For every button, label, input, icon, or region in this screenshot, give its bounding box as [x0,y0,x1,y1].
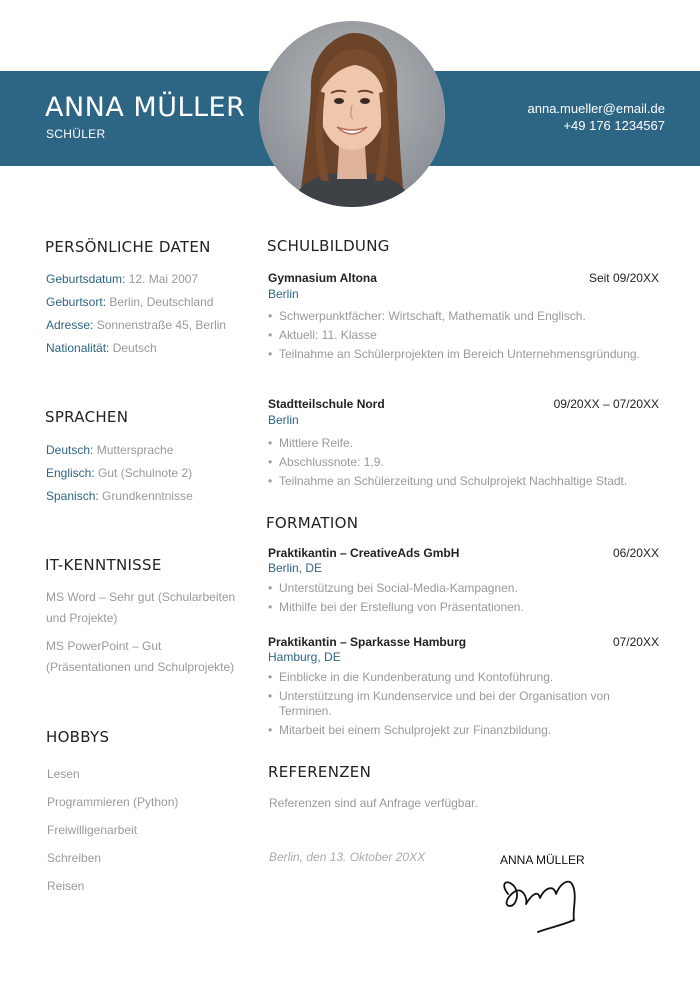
it-skill-line: (Präsentationen und Schulprojekte) [46,660,235,674]
formation-entry-header [268,546,659,560]
it-skill-line: MS PowerPoint – Gut [46,639,162,653]
candidate-role: SCHÜLER [46,127,106,141]
references-heading: REFERENZEN [268,763,372,781]
formation-date: 06/20XX [612,546,659,560]
bullet-item: • Mitarbeit bei einem Schulprojekt zur Finanzbildung. [268,723,648,738]
phone-number: +49 176 1234567 [563,118,665,133]
birthdate-row [46,272,198,286]
it-skills-heading: IT-KENNTNISSE [45,556,162,574]
bullet-item: • Teilnahme an Schülerprojekten im Bereich Unternehmensgründung. [268,347,648,362]
school-name: Stadtteilschule Nord [268,397,385,411]
language-level: Grundkenntnisse [98,489,193,503]
formation-heading: FORMATION [266,514,359,532]
education-entry-header [268,271,659,285]
hobbies-list [47,760,178,900]
bullet-item: • Unterstützung bei Social-Media-Kampagnen. [268,581,648,596]
language-row-spanish [46,489,193,503]
it-skill-item [46,587,235,629]
candidate-name: ANNA MÜLLER [45,92,246,123]
language-row-german [46,443,173,457]
birthdate-value: 12. Mai 2007 [125,272,199,286]
bullet-item: • Mithilfe bei der Erstellung von Präsentationen. [268,600,648,615]
language-name: Deutsch: [46,443,94,457]
school-location: Berlin [268,413,299,427]
it-skill-line: und Projekte) [46,611,118,625]
language-row-english [46,466,192,480]
formation-date: 07/20XX [612,635,659,649]
place-date: Berlin, den 13. Oktober 20XX [269,850,426,864]
personal-data-heading: PERSÖNLICHE DATEN [45,238,211,256]
bullet-item: • Mittlere Reife. [268,436,648,451]
education-entry-header [268,397,659,411]
formation-role: Praktikantin – CreativeAds GmbH [268,546,460,560]
education-date: 09/20XX – 07/20XX [553,397,659,411]
bullet-item: • Teilnahme an Schülerzeitung und Schulprojekt Nachhaltige Stadt. [268,474,648,489]
address-value: Sonnenstraße 45, Berlin [93,318,227,332]
bullet-item: • Aktuell: 11. Klasse [268,328,648,343]
address-row [46,318,226,332]
it-skill-item [46,636,234,678]
language-name: Englisch: [46,466,95,480]
education-date: Seit 09/20XX [588,271,659,285]
email-link[interactable]: anna.mueller@email.de [527,101,665,116]
language-name: Spanisch: [46,489,99,503]
hobby-item: Reisen [47,879,85,893]
signature-name: ANNA MÜLLER [500,853,585,867]
school-name: Gymnasium Altona [268,271,377,285]
nationality-value: Deutsch [109,341,157,355]
references-text: Referenzen sind auf Anfrage verfügbar. [269,796,478,810]
bullet-item: • Abschlussnote: 1,9. [268,455,648,470]
hobby-item: Programmieren (Python) [47,795,179,809]
formation-location: Hamburg, DE [268,650,341,664]
formation-role: Praktikantin – Sparkasse Hamburg [268,635,467,649]
birthdate-label: Geburtsdatum: [46,272,126,286]
formation-entry-header [268,635,659,649]
hobby-item: Freiwilligenarbeit [47,823,138,837]
profile-photo [259,21,445,207]
language-level: Muttersprache [93,443,174,457]
formation-location: Berlin, DE [268,561,323,575]
bullet-item: • Unterstützung im Kundenservice und bei der Organisation von Terminen. [268,689,648,719]
education-bullets [268,309,648,366]
birthplace-label: Geburtsort: [46,295,107,309]
nationality-label: Nationalität: [46,341,110,355]
address-label: Adresse: [46,318,94,332]
bullet-item: • Einblicke in die Kundenberatung und Kontoführung. [268,670,648,685]
education-bullets [268,436,648,493]
education-heading: SCHULBILDUNG [267,237,390,255]
hobbies-heading: HOBBYS [46,728,110,746]
hobby-item: Lesen [47,767,80,781]
school-location: Berlin [268,287,299,301]
hobby-item: Schreiben [47,851,102,865]
formation-bullets [268,581,648,619]
formation-bullets [268,670,648,742]
language-level: Gut (Schulnote 2) [94,466,193,480]
birthplace-row [46,295,213,309]
contact-block [528,100,666,134]
nationality-row [46,341,157,355]
signature-drawing [498,872,588,936]
it-skill-line: MS Word – Sehr gut (Schularbeiten [46,590,236,604]
languages-heading: SPRACHEN [45,408,129,426]
birthplace-value: Berlin, Deutschland [106,295,214,309]
bullet-item: • Schwerpunktfächer: Wirtschaft, Mathematik und Englisch. [268,309,648,324]
